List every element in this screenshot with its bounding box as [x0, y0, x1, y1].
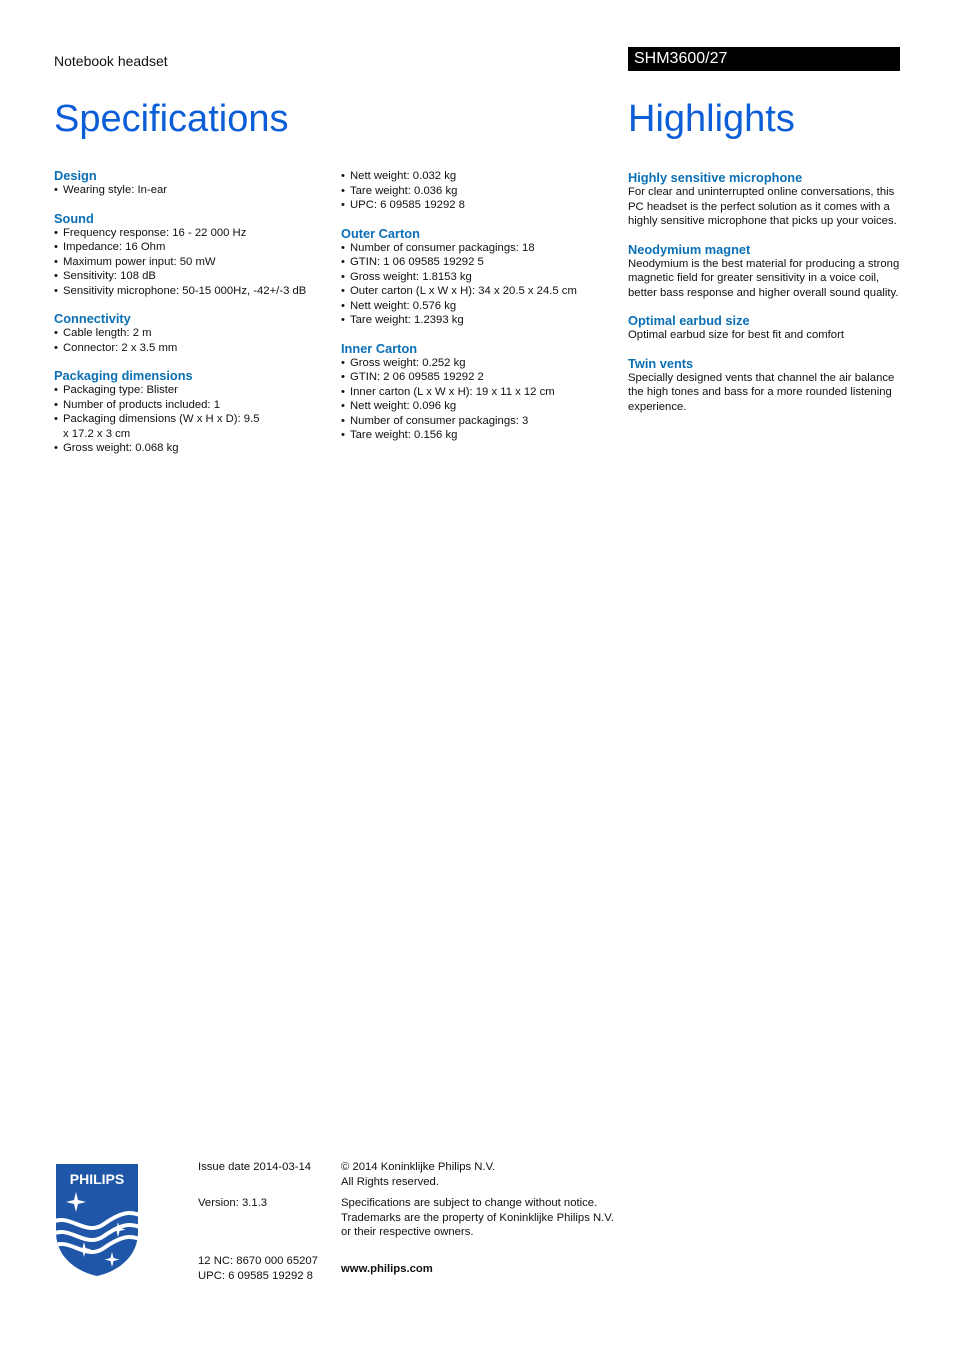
- rights: All Rights reserved.: [341, 1175, 439, 1188]
- highlight-text: Specially designed vents that channel the air balance the high tones and bass for a more rounded listening experience.: [628, 371, 895, 413]
- spec-item: • Connector: 2 x 3.5 mm: [54, 341, 329, 356]
- spec-item: • Maximum power input: 50 mW: [54, 255, 329, 270]
- model-number-badge: SHM3600/27: [628, 47, 900, 71]
- spec-item: • Nett weight: 0.096 kg: [341, 399, 616, 414]
- section-title: Outer Carton: [341, 225, 420, 241]
- spec-section-design: [54, 168, 329, 198]
- issue-date: Issue date 2014-03-14: [198, 1161, 312, 1173]
- spec-item: • Number of products included: 1: [54, 398, 329, 413]
- spec-item: • UPC: 6 09585 19292 8: [341, 198, 616, 213]
- highlights-column: [628, 170, 900, 427]
- spec-item: • GTIN: 2 06 09585 19292 2: [341, 370, 616, 385]
- specs-column-2: [341, 168, 616, 456]
- upc-number: UPC: 6 09585 19292 8: [198, 1269, 313, 1282]
- spec-item: • Sensitivity: 108 dB: [54, 269, 329, 284]
- highlight-title: Highly sensitive microphone: [628, 170, 803, 185]
- notice-line: Trademarks are the property of Koninklijke Philips N.V.: [341, 1211, 614, 1224]
- highlights-title: Highlights: [628, 98, 795, 140]
- footer-legal: [341, 1160, 631, 1276]
- website-link[interactable]: www.philips.com: [341, 1262, 433, 1275]
- spec-item: • Outer carton (L x W x H): 34 x 20.5 x 24.5 cm: [341, 284, 616, 299]
- spec-item: • Tare weight: 0.036 kg: [341, 184, 616, 199]
- highlight-magnet: [628, 242, 900, 301]
- spec-item: • Cable length: 2 m: [54, 326, 329, 341]
- section-title: Design: [54, 168, 97, 183]
- copyright: © 2014 Koninklijke Philips N.V.: [341, 1161, 496, 1173]
- spec-item: • Gross weight: 0.252 kg: [341, 356, 616, 371]
- spec-item: • Tare weight: 1.2393 kg: [341, 313, 616, 328]
- spec-section-connectivity: [54, 311, 329, 355]
- nc-number: 12 NC: 8670 000 65207: [198, 1255, 318, 1267]
- spec-section-packaging-continued: [341, 169, 616, 213]
- spec-item: • Gross weight: 0.068 kg: [54, 441, 329, 456]
- spec-item: • Wearing style: In-ear: [54, 183, 329, 198]
- spec-item: • Tare weight: 0.156 kg: [341, 428, 616, 443]
- specs-column-1: [54, 168, 329, 469]
- highlight-title: Neodymium magnet: [628, 241, 751, 257]
- spec-item: • GTIN: 1 06 09585 19292 5: [341, 255, 616, 270]
- spec-item: • Inner carton (L x W x H): 19 x 11 x 12 cm: [341, 385, 616, 400]
- section-title: Inner Carton: [341, 340, 418, 356]
- section-title: Connectivity: [54, 311, 131, 326]
- spec-item: • Number of consumer packagings: 18: [341, 241, 616, 256]
- spec-section-inner-carton: [341, 341, 616, 443]
- specifications-title: Specifications: [54, 98, 289, 140]
- version: Version: 3.1.3: [198, 1196, 268, 1209]
- highlight-microphone: [628, 170, 900, 229]
- highlight-earbud-size: [628, 313, 900, 343]
- product-category: Notebook headset: [54, 53, 168, 69]
- spec-item: • Packaging dimensions (W x H x D): 9.5 x 17.2 x 3 cm: [54, 412, 263, 441]
- spec-section-outer-carton: [341, 226, 616, 328]
- spec-item: • Sensitivity microphone: 50-15 000Hz, -42+/-3 dB: [54, 284, 329, 299]
- spec-item: • Number of consumer packagings: 3: [341, 414, 616, 429]
- spec-item: • Nett weight: 0.032 kg: [341, 169, 616, 184]
- highlight-text: For clear and uninterrupted online conversations, this PC headset is the perfect solution as it comes with a highly sensitive microphone that picks up your voices.: [628, 186, 897, 227]
- footer-issue-info: [198, 1160, 328, 1283]
- spec-item: • Frequency response: 16 - 22 000 Hz: [54, 226, 329, 241]
- spec-item: • Packaging type: Blister: [54, 383, 329, 398]
- section-title: Sound: [54, 210, 94, 226]
- highlight-title: Optimal earbud size: [628, 313, 750, 328]
- philips-shield-logo: [54, 1162, 140, 1278]
- spec-item: • Nett weight: 0.576 kg: [341, 299, 616, 314]
- logo-wordmark: PHILIPS: [69, 1171, 125, 1187]
- notice-line: or their respective owners.: [341, 1226, 474, 1238]
- highlight-text: Optimal earbud size for best fit and comfort: [628, 329, 844, 341]
- spec-item: • Impedance: 16 Ohm: [54, 240, 329, 255]
- spec-item: • Gross weight: 1.8153 kg: [341, 270, 616, 285]
- spec-section-packaging: [54, 368, 329, 456]
- highlight-twin-vents: [628, 356, 900, 415]
- spec-section-sound: [54, 211, 329, 299]
- highlight-title: Twin vents: [628, 355, 694, 371]
- notice-line: Specifications are subject to change without notice.: [341, 1197, 598, 1209]
- highlight-text: Neodymium is the best material for producing a strong magnetic field for greater sensitivity in a voice coil, better bass response and higher overall sound quality.: [628, 257, 900, 299]
- section-title: Packaging dimensions: [54, 368, 193, 383]
